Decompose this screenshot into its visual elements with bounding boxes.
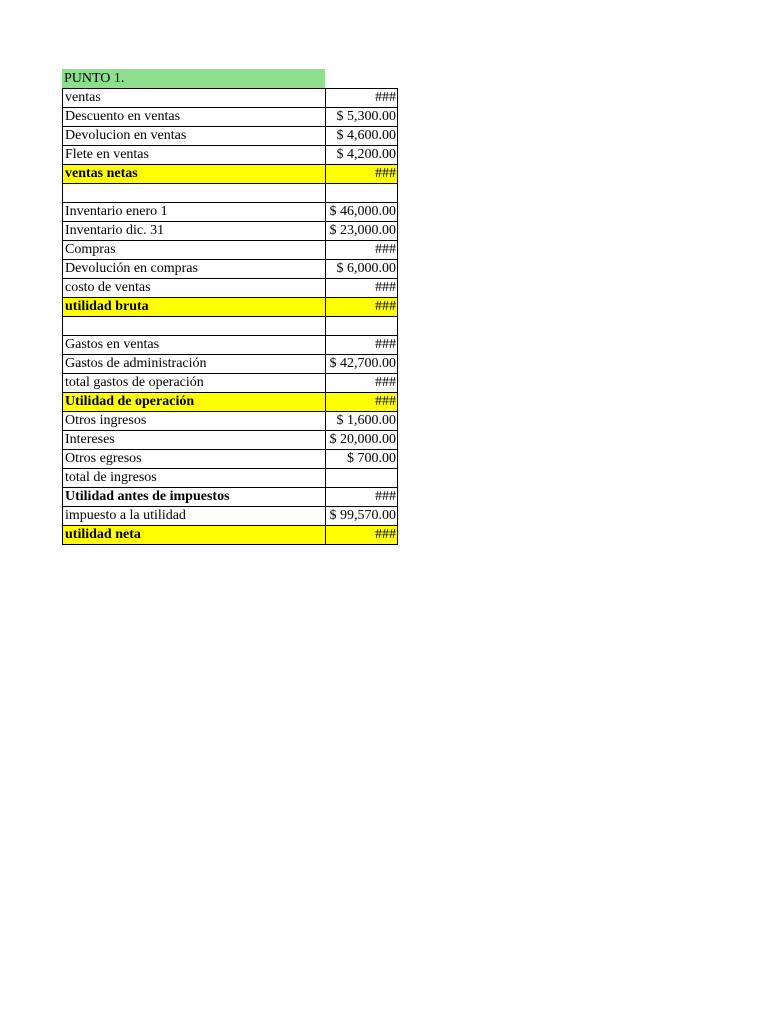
table-row	[63, 165, 398, 184]
row-label-cell[interactable]: Flete en ventas	[63, 146, 326, 165]
row-label-cell[interactable]: ventas netas	[63, 165, 326, 184]
row-value-cell[interactable]: ###	[326, 89, 398, 108]
row-label-cell[interactable]: Devolución en compras	[63, 260, 326, 279]
table-row	[63, 450, 398, 469]
row-label-cell[interactable]: total gastos de operación	[63, 374, 326, 393]
row-value-cell[interactable]: ###	[326, 393, 398, 412]
row-value-cell[interactable]: $ 6,000.00	[326, 260, 398, 279]
row-value-cell[interactable]	[326, 317, 398, 336]
table-row	[63, 260, 398, 279]
row-label-cell[interactable]: Utilidad antes de impuestos	[63, 488, 326, 507]
row-value-cell[interactable]: $ 4,200.00	[326, 146, 398, 165]
row-label-cell[interactable]: total de ingresos	[63, 469, 326, 488]
row-value-cell[interactable]: $ 23,000.00	[326, 222, 398, 241]
row-value-cell[interactable]: ###	[326, 488, 398, 507]
sheet-title: PUNTO 1.	[62, 69, 325, 88]
row-label-cell[interactable]: Intereses	[63, 431, 326, 450]
row-label-cell[interactable]: Otros ingresos	[63, 412, 326, 431]
table-row	[63, 526, 398, 545]
row-label-cell[interactable]: utilidad bruta	[63, 298, 326, 317]
row-label-cell[interactable]: Inventario enero 1	[63, 203, 326, 222]
table-row	[63, 393, 398, 412]
table-row	[63, 298, 398, 317]
row-value-cell[interactable]: ###	[326, 279, 398, 298]
table-row	[63, 127, 398, 146]
row-label-cell[interactable]: Devolucion en ventas	[63, 127, 326, 146]
row-value-cell[interactable]: ###	[326, 241, 398, 260]
table-body	[63, 89, 398, 545]
table-row	[63, 488, 398, 507]
row-label-cell[interactable]: Inventario dic. 31	[63, 222, 326, 241]
row-value-cell[interactable]: $ 4,600.00	[326, 127, 398, 146]
table-row	[63, 279, 398, 298]
row-value-cell[interactable]: ###	[326, 298, 398, 317]
row-label-cell[interactable]: utilidad neta	[63, 526, 326, 545]
row-label-cell[interactable]: Utilidad de operación	[63, 393, 326, 412]
table-row	[63, 317, 398, 336]
row-label-cell[interactable]: Otros egresos	[63, 450, 326, 469]
row-value-cell[interactable]	[326, 469, 398, 488]
row-value-cell[interactable]: $ 42,700.00	[326, 355, 398, 374]
table-row	[63, 222, 398, 241]
table-row	[63, 355, 398, 374]
row-value-cell[interactable]: ###	[326, 165, 398, 184]
table-row	[63, 203, 398, 222]
row-value-cell[interactable]	[326, 184, 398, 203]
spreadsheet	[62, 69, 398, 545]
table-row	[63, 469, 398, 488]
row-label-cell[interactable]: impuesto a la utilidad	[63, 507, 326, 526]
table-row	[63, 89, 398, 108]
row-value-cell[interactable]: $ 20,000.00	[326, 431, 398, 450]
table-row	[63, 412, 398, 431]
row-value-cell[interactable]: $ 700.00	[326, 450, 398, 469]
row-label-cell[interactable]: ventas	[63, 89, 326, 108]
row-value-cell[interactable]: $ 5,300.00	[326, 108, 398, 127]
table-row	[63, 374, 398, 393]
row-value-cell[interactable]: $ 99,570.00	[326, 507, 398, 526]
row-label-cell[interactable]: Gastos de administración	[63, 355, 326, 374]
row-label-cell[interactable]: Descuento en ventas	[63, 108, 326, 127]
table-row	[63, 507, 398, 526]
row-value-cell[interactable]: $ 46,000.00	[326, 203, 398, 222]
row-value-cell[interactable]: ###	[326, 526, 398, 545]
table-row	[63, 184, 398, 203]
table-row	[63, 108, 398, 127]
table-row	[63, 146, 398, 165]
table-row	[63, 336, 398, 355]
row-label-cell[interactable]: Compras	[63, 241, 326, 260]
row-label-cell[interactable]	[63, 184, 326, 203]
table-row	[63, 431, 398, 450]
row-label-cell[interactable]	[63, 317, 326, 336]
row-value-cell[interactable]: ###	[326, 374, 398, 393]
income-statement-table	[62, 88, 398, 545]
row-value-cell[interactable]: $ 1,600.00	[326, 412, 398, 431]
row-label-cell[interactable]: Gastos en ventas	[63, 336, 326, 355]
row-value-cell[interactable]: ###	[326, 336, 398, 355]
row-label-cell[interactable]: costo de ventas	[63, 279, 326, 298]
table-row	[63, 241, 398, 260]
